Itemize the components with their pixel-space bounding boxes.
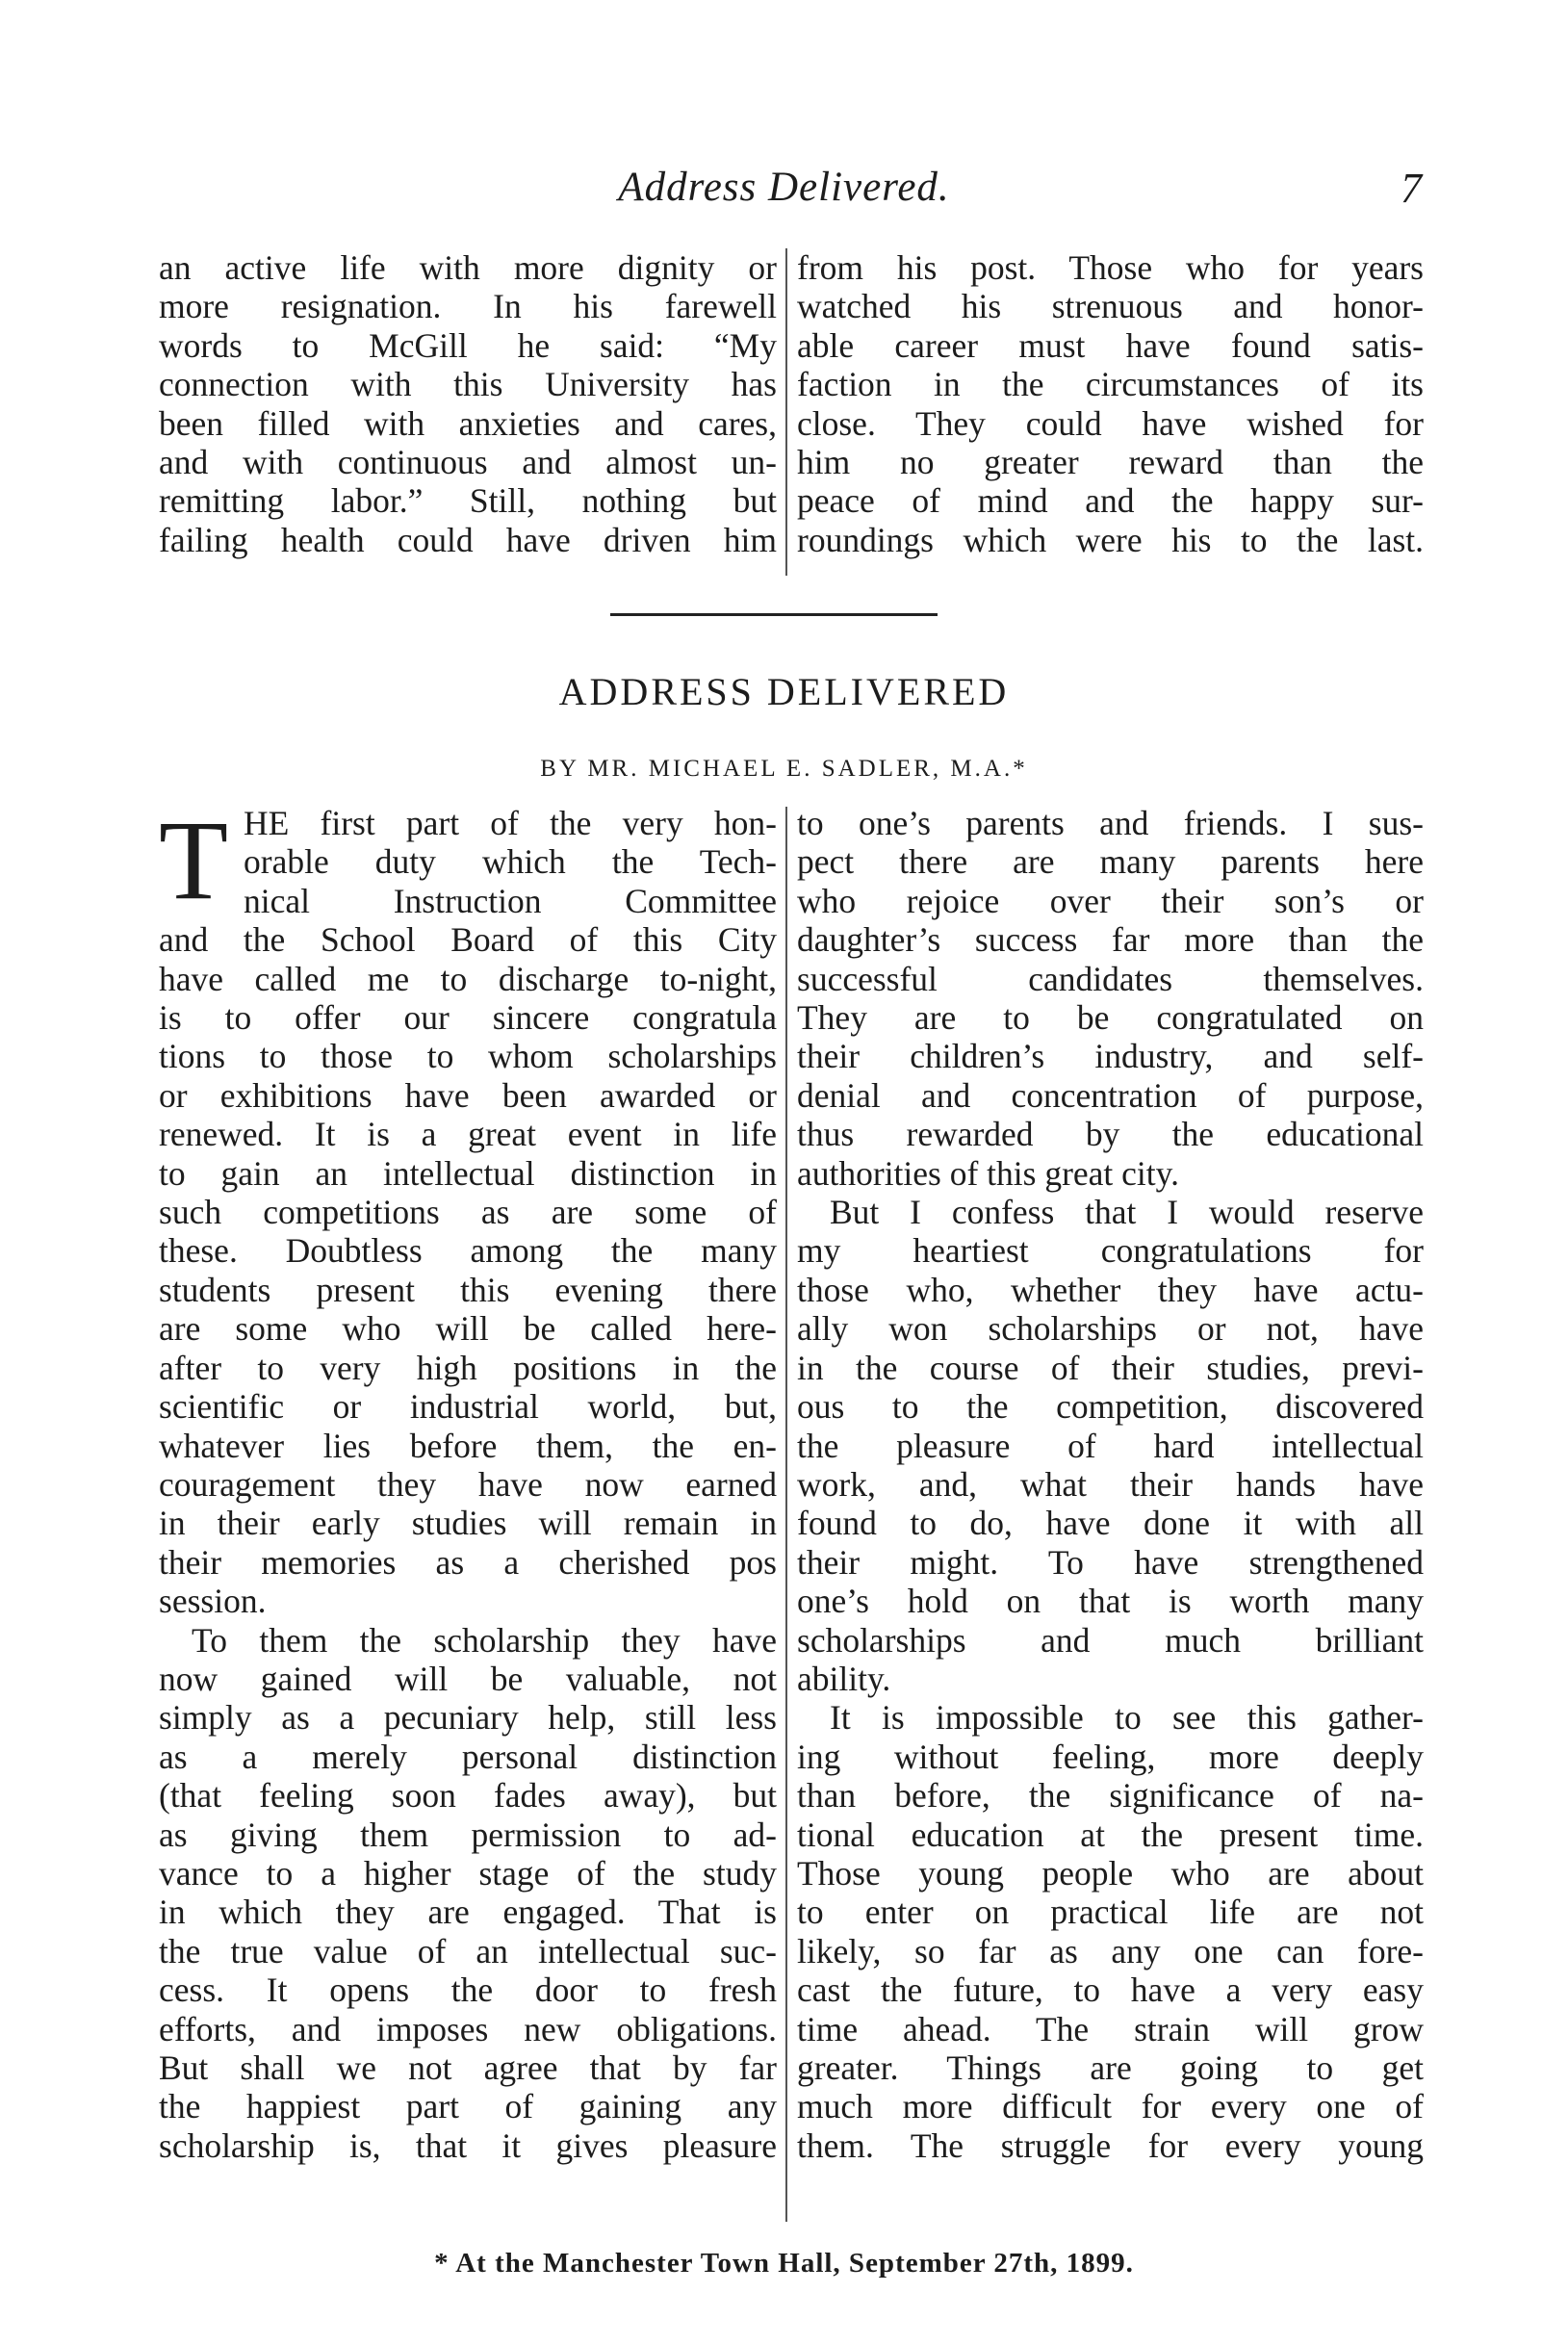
text-line: orable duty which the Tech-: [244, 842, 777, 882]
text-line: authorities of this great city.: [797, 1153, 1179, 1193]
text-line: the true value of an intellectual suc-: [159, 1931, 777, 1971]
text-line: such competitions as are some of: [159, 1193, 777, 1232]
page-header: [0, 164, 1568, 221]
text-line: whatever lies before them, the en-: [159, 1426, 777, 1465]
text-line: more resignation. In his farewell: [159, 287, 777, 326]
text-line: tional education at the present time.: [797, 1815, 1424, 1854]
text-line: to gain an intellectual distinction in: [159, 1153, 777, 1193]
text-line: the happiest part of gaining any: [159, 2087, 777, 2126]
text-line: close. They could have wished for: [797, 403, 1424, 443]
text-line: now gained will be valuable, not: [159, 1659, 777, 1698]
text-line: these. Doubtless among the many: [159, 1231, 777, 1271]
text-line: their children’s industry, and self-: [797, 1037, 1424, 1076]
text-line: renewed. It is a great event in life: [159, 1115, 777, 1154]
text-line: couragement they have now earned: [159, 1464, 777, 1504]
text-line: But I confess that I would reserve: [830, 1193, 1424, 1232]
text-line: Those young people who are about: [797, 1853, 1424, 1893]
text-line: their memories as a cherished pos: [159, 1542, 777, 1582]
text-line: who rejoice over their son’s or: [797, 881, 1424, 920]
text-line: watched his strenuous and honor-: [797, 287, 1424, 326]
text-line: in their early studies will remain in: [159, 1504, 777, 1543]
text-line: simply as a pecuniary help, still less: [159, 1698, 777, 1738]
text-line: (that feeling soon fades away), but: [159, 1776, 777, 1816]
text-line: vance to a higher stage of the study: [159, 1853, 777, 1893]
text-line: than before, the significance of na-: [797, 1776, 1424, 1816]
text-line: their might. To have strengthened: [797, 1542, 1424, 1582]
text-line: successful candidates themselves.: [797, 959, 1424, 998]
page-number: 7: [1401, 165, 1422, 212]
article-right-column: [797, 804, 1424, 2165]
running-title: Address Delivered.: [618, 165, 950, 210]
text-line: him no greater reward than the: [797, 443, 1424, 482]
text-line: To them the scholarship they have: [192, 1620, 777, 1660]
text-line: is to offer our sincere congratula: [159, 998, 777, 1038]
text-line: as a merely personal distinction: [159, 1737, 777, 1776]
article-left-column: [159, 797, 777, 2165]
footnote: * At the Manchester Town Hall, September 27th, 1899.: [434, 2248, 1134, 2279]
text-line: They are to be congratulated on: [797, 998, 1424, 1038]
text-line: time ahead. The strain will grow: [797, 2009, 1424, 2048]
text-line: students present this evening there: [159, 1270, 777, 1309]
text-line: session.: [159, 1582, 267, 1621]
text-line: after to very high positions in the: [159, 1348, 777, 1387]
text-line: HE first part of the very hon-: [244, 804, 777, 842]
text-line: found to do, have done it with all: [797, 1504, 1424, 1543]
text-line: and the School Board of this City: [159, 920, 777, 960]
text-line: in the course of their studies, previ-: [797, 1348, 1424, 1387]
text-line: them. The struggle for every young: [797, 2125, 1424, 2165]
text-line: to one’s parents and friends. I sus-: [797, 804, 1424, 842]
text-line: words to McGill he said: “My: [159, 325, 777, 365]
section-title: ADDRESS DELIVERED: [558, 670, 1010, 713]
text-line: and with continuous and almost un-: [159, 443, 777, 482]
text-line: faction in the circumstances of its: [797, 365, 1424, 404]
text-line: one’s hold on that is worth many: [797, 1582, 1424, 1621]
text-line: to enter on practical life are not: [797, 1893, 1424, 1932]
text-line: my heartiest congratulations for: [797, 1231, 1424, 1271]
text-line: from his post. Those who for years: [797, 248, 1424, 287]
text-line: greater. Things are going to get: [797, 2048, 1424, 2087]
text-line: failing health could have driven him: [159, 520, 777, 559]
text-line: as giving them permission to ad-: [159, 1815, 777, 1854]
text-line: nical Instruction Committee: [244, 881, 777, 920]
text-line: But shall we not agree that by far: [159, 2048, 777, 2087]
text-line: likely, so far as any one can fore-: [797, 1931, 1424, 1971]
text-line: cast the future, to have a very easy: [797, 1971, 1424, 2010]
text-line: ability.: [797, 1659, 891, 1698]
text-line: roundings which were his to the last.: [797, 520, 1424, 559]
text-line: or exhibitions have been awarded or: [159, 1075, 777, 1115]
text-line: scholarship is, that it gives pleasure: [159, 2125, 777, 2165]
text-line: remitting labor.” Still, nothing but: [159, 481, 777, 521]
continued-text-left-column: [159, 248, 777, 559]
text-line: been filled with anxieties and cares,: [159, 403, 777, 443]
text-line: much more difficult for every one of: [797, 2087, 1424, 2126]
byline: BY MR. MICHAEL E. SADLER, M.A.*: [540, 756, 1028, 782]
text-line: ally won scholarships or not, have: [797, 1309, 1424, 1349]
text-line: connection with this University has: [159, 365, 777, 404]
text-line: denial and concentration of purpose,: [797, 1075, 1424, 1115]
text-line: able career must have found satis-: [797, 325, 1424, 365]
text-line: scholarships and much brilliant: [797, 1620, 1424, 1660]
text-line: in which they are engaged. That is: [159, 1893, 777, 1932]
text-line: cess. It opens the door to fresh: [159, 1971, 777, 2010]
continued-text-right-column: [797, 248, 1424, 559]
text-line: work, and, what their hands have: [797, 1464, 1424, 1504]
text-line: ous to the competition, discovered: [797, 1387, 1424, 1427]
drop-cap: T: [159, 797, 229, 923]
text-line: have called me to discharge to-night,: [159, 959, 777, 998]
section-rule: [610, 613, 938, 616]
column-divider-top: [785, 248, 787, 576]
text-line: thus rewarded by the educational: [797, 1115, 1424, 1154]
text-line: tions to those to whom scholarships: [159, 1037, 777, 1076]
text-line: scientific or industrial world, but,: [159, 1387, 777, 1427]
column-divider-body: [785, 807, 787, 2222]
text-line: efforts, and imposes new obligations.: [159, 2009, 777, 2048]
text-line: an active life with more dignity or: [159, 248, 777, 287]
text-line: peace of mind and the happy sur-: [797, 481, 1424, 521]
text-line: ing without feeling, more deeply: [797, 1737, 1424, 1776]
text-line: are some who will be called here-: [159, 1309, 777, 1349]
text-line: daughter’s success far more than the: [797, 920, 1424, 960]
text-line: the pleasure of hard intellectual: [797, 1426, 1424, 1465]
text-line: It is impossible to see this gather-: [830, 1698, 1424, 1738]
text-line: those who, whether they have actu-: [797, 1270, 1424, 1309]
text-line: pect there are many parents here: [797, 842, 1424, 882]
